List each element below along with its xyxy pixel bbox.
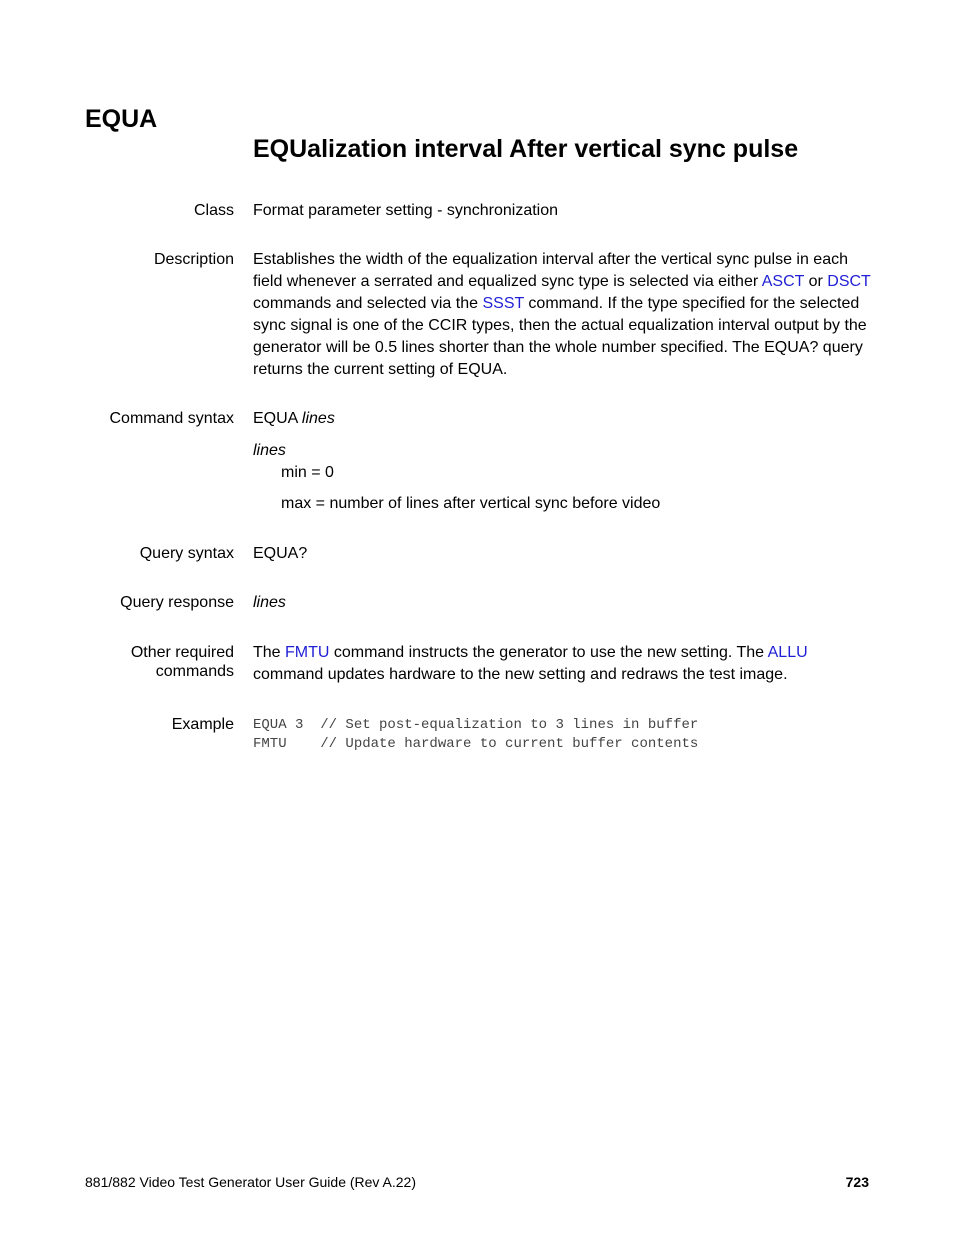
asct-link[interactable]: ASCT [761, 273, 805, 290]
other-required-text-1: The [253, 644, 286, 661]
param-min: min = 0 [281, 464, 334, 481]
example-line-1: EQUA 3 // Set post-equalization to 3 lines in buffer [253, 717, 699, 733]
command-name: EQUA [85, 105, 158, 133]
example-line-2: FMTU // Update hardware to current buffer contents [253, 736, 699, 752]
other-required-label-line2: commands [155, 663, 234, 680]
query-syntax-value: EQUA? [253, 545, 308, 562]
command-syntax-value [253, 408, 873, 430]
fmtu-link[interactable]: FMTU [285, 644, 330, 661]
other-required-text-3: command updates hardware to the new setting and redraws the test image. [253, 666, 788, 683]
class-label: Class [193, 202, 234, 219]
other-required-text-2: command instructs the generator to use the new setting. The [329, 644, 768, 661]
command-title: EQUalization interval After vertical sync pulse [253, 135, 799, 163]
query-response-value: lines [253, 594, 286, 611]
command-syntax-label: Command syntax [109, 410, 234, 427]
description-text-2: or [804, 273, 828, 290]
command-syntax-cmd: EQUA [253, 410, 302, 427]
description-text [253, 249, 873, 381]
other-required-label [34, 643, 234, 681]
command-syntax-param: lines [301, 410, 335, 427]
allu-link[interactable]: ALLU [767, 644, 808, 661]
other-required-text [253, 642, 873, 686]
example-code [253, 716, 873, 754]
description-text-1: Establishes the width of the equalization interval after the vertical sync pulse in each field whenever a serrated and equalized sync type is selected via either [253, 251, 848, 290]
other-required-label-line1: Other required [130, 644, 234, 661]
class-value: Format parameter setting - synchronization [253, 202, 559, 219]
ssst-link[interactable]: SSST [482, 295, 524, 312]
example-label: Example [171, 716, 234, 733]
description-text-3: commands and selected via the [253, 295, 483, 312]
page-number: 723 [845, 1174, 869, 1190]
description-text-4: command. If the type specified for the selected sync signal is one of the CCIR types, then the actual equalization interval output by the generator will be 0.5 lines shorter than the whole number specified. The EQUA? query returns the current setting of EQUA. [253, 295, 867, 378]
dsct-link[interactable]: DSCT [827, 273, 871, 290]
query-syntax-label: Query syntax [139, 545, 234, 562]
footer-guide-title: 881/882 Video Test Generator User Guide (Rev A.22) [85, 1174, 417, 1190]
param-max: max = number of lines after vertical sync before video [281, 495, 661, 512]
description-label: Description [153, 251, 234, 268]
param-name: lines [253, 442, 286, 459]
query-response-label: Query response [120, 594, 234, 611]
